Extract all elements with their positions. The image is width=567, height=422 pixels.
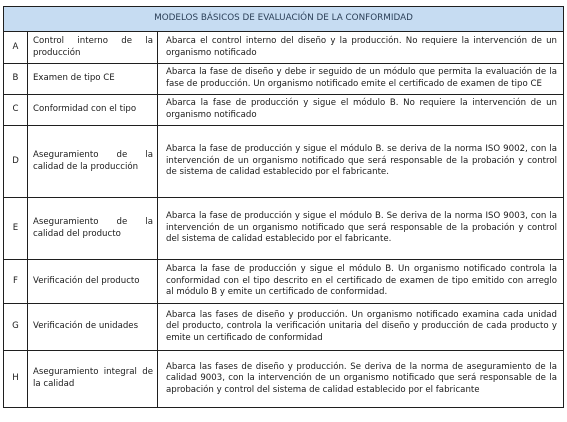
conformity-table-container [3, 6, 564, 408]
table-title-row [4, 7, 564, 32]
module-name: Examen de tipo CE [28, 64, 158, 95]
table-row [4, 95, 564, 126]
module-description: Abarca el control interno del diseño y la producción. No requiere la intervención de un organismo notificado [158, 32, 564, 64]
module-letter: E [4, 198, 28, 260]
module-name: Conformidad con el tipo [28, 95, 158, 126]
table-row [4, 260, 564, 304]
module-letter: A [4, 32, 28, 64]
module-name: Aseguramiento de la calidad de la producción [28, 126, 158, 198]
module-name: Aseguramiento de la calidad del producto [28, 198, 158, 260]
module-description: Abarca la fase de producción y sigue el módulo B. Un organismo notificado controla la conformidad con el tipo descrito en el certificado de examen de tipo emitido con arreglo al módulo B y emite un certificado de conformidad. [158, 260, 564, 304]
table-title: MODELOS BÁSICOS DE EVALUACIÓN DE LA CONFORMIDAD [4, 7, 564, 32]
module-letter: B [4, 64, 28, 95]
module-name: Verificación del producto [28, 260, 158, 304]
module-description: Abarca la fase de producción y sigue el módulo B. se deriva de la norma ISO 9002, con la intervención de un organismo notificado que será responsable de la probación y control de sistema de calidad establecido por el fabricante. [158, 126, 564, 198]
module-description: Abarca la fase de producción y sigue el módulo B. No requiere la intervención de un organismo notificado [158, 95, 564, 126]
module-description: Abarca las fases de diseño y producción. Se deriva de la norma de aseguramiento de la calidad 9003, con la intervención de un organismo notificado que será responsable de la aprobación y control del sistema de calidad establecido por el fabricante [158, 351, 564, 408]
module-letter: F [4, 260, 28, 304]
table-row [4, 198, 564, 260]
table-row [4, 304, 564, 351]
table-row [4, 351, 564, 408]
module-letter: G [4, 304, 28, 351]
module-name: Verificación de unidades [28, 304, 158, 351]
module-name: Control interno de la producción [28, 32, 158, 64]
module-name: Aseguramiento integral de la calidad [28, 351, 158, 408]
conformity-models-table [3, 6, 564, 408]
table-row [4, 126, 564, 198]
module-letter: D [4, 126, 28, 198]
module-letter: H [4, 351, 28, 408]
table-row [4, 64, 564, 95]
module-description: Abarca las fases de diseño y producción. Un organismo notificado examina cada unidad del producto, controla la verificación unitaria del diseño y producción de cada producto y emite un certificado de conformidad [158, 304, 564, 351]
module-description: Abarca la fase de diseño y debe ir seguido de un módulo que permita la evaluación de la fase de producción. Un organismo notificado emite el certificado de examen de tipo CE [158, 64, 564, 95]
module-description: Abarca la fase de producción y sigue el módulo B. Se deriva de la norma ISO 9003, con la intervención de un organismo notificado que será responsable de la probación y control del sistema de calidad establecido por el fabricante. [158, 198, 564, 260]
table-row [4, 32, 564, 64]
module-letter: C [4, 95, 28, 126]
